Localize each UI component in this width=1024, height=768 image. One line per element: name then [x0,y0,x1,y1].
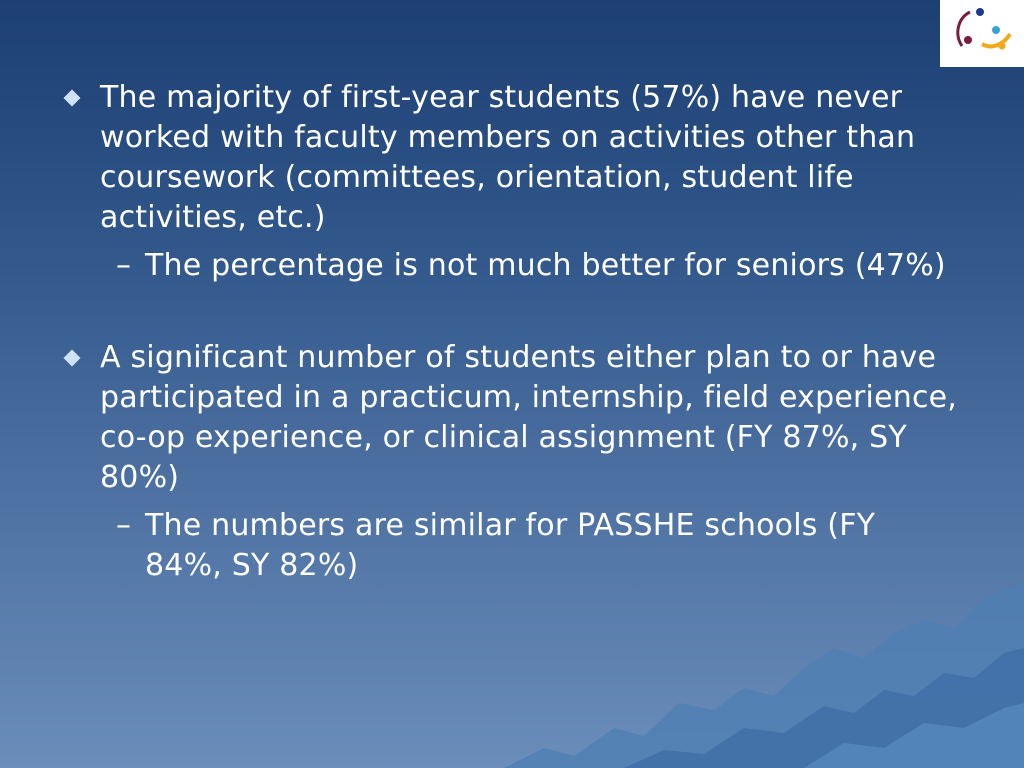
bullet-text-2: A significant number of students either plan to or have participated in a practicum, internship, field experience, co-op experience, or clinical assignment (FY 87%, SY 80%) [100,340,958,495]
sub-bullet-1 [60,246,960,286]
diamond-icon [64,350,81,367]
logo-icon [940,0,1024,67]
slide-content [60,78,960,586]
sub-bullet-text-1: The percentage is not much better for seniors (47%) [145,248,946,283]
dash-glyph: – [116,248,132,283]
bullet-item-1 [60,78,960,238]
sub-bullet-text-2: The numbers are similar for PASSHE schools (FY 84%, SY 82%) [145,508,876,583]
bullet-text-1: The majority of first-year students (57%) have never worked with faculty members on activities other than coursework (committees, orientation, student life activities, etc.) [100,80,916,235]
sub-bullet-2 [60,506,960,586]
dash-glyph: – [116,508,132,543]
logo [940,0,1024,67]
diamond-icon [64,90,81,107]
mountain-decoration [504,578,1024,768]
bullet-item-2 [60,338,960,498]
